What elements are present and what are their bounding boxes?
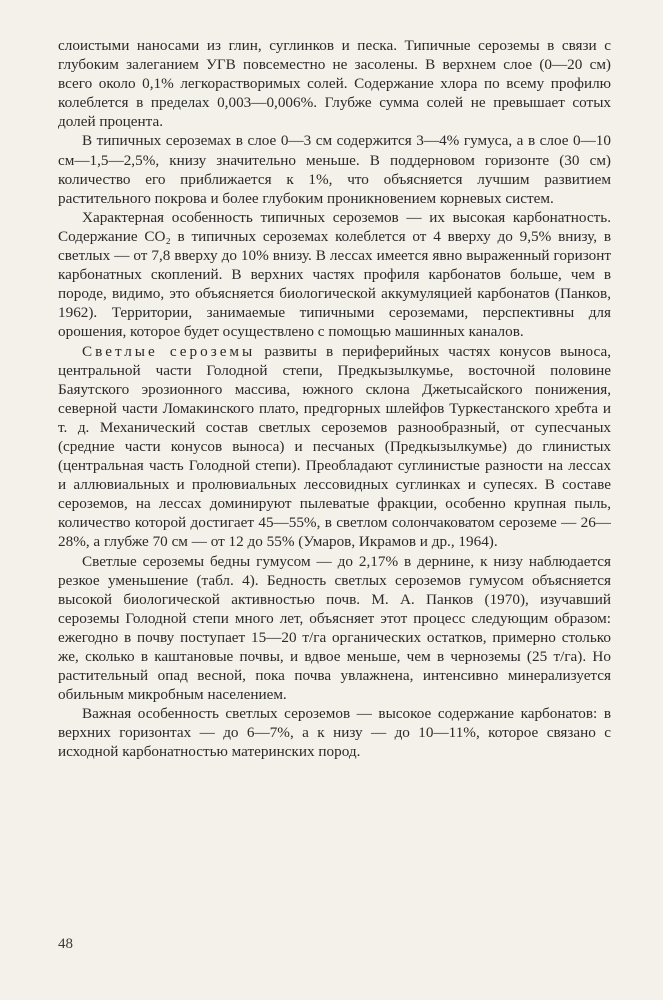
paragraph-4-text: развиты в периферийных частях конусов выноса, центральной части Голодной степи, Предкызылкумье, восточной половине Баяутского эрозионного массива, южного склона Джетысайского понижения, северной части Ломакинского плато, предгорных шлейфов Туркестанского хребта и т. д. Механический состав светлых сероземов разнообразный, от супесчаных (средние части конусов выноса) и песчаных (Предкызылкумье) до глинистых (центральная часть Голодной степи). Преобладают суглинистые разности на лессах и аллювиальных и пролювиальных лессовидных суглинках и супесях. В составе сероземов, на лессах доминируют пылеватые фракции, особенно крупная пыль, количество которой достигает 45—55%, в светлом солончаковатом сероземе — 26—28%, а глубже 70 см — от 12 до 55% (Умаров, Икрамов и др., 1964). (58, 342, 611, 551)
paragraph-3: Характерная особенность типичных сероземов — их высокая карбонатность. Содержание CO₂ в типичных сероземах колеблется от 4 вверху до 9,5% внизу, в светлых — от 7,8 вверху до 10% внизу. В лессах имеется явно выраженный горизонт карбонатных скоплений. В верхних частях профиля карбонатов больше, чем в породе, видимо, это объясняется биологической аккумуляцией карбонатов (Панков, 1962). Территории, занимаемые типичными сероземами, перспективны для орошения, которое будет осуществлено с помощью машинных каналов. (58, 208, 611, 341)
paragraph-1: слоистыми наносами из глин, суглинков и песка. Типичные сероземы в связи с глубоким залеганием УГВ повсеместно не засолены. В верхнем слое (0—20 см) всего около 0,1% легкорастворимых солей. Содержание хлора по всему профилю колеблется в пределах 0,003—0,006%. Глубже сумма солей не превышает сотых долей процента. (58, 37, 611, 131)
paragraph-4-lead: Светлые сероземы (82, 342, 256, 360)
paragraph-6: Важная особенность светлых сероземов — высокое содержание карбонатов: в верхних горизонтах — до 6—7%, а к низу — до 10—11%, которое связано с исходной карбонатностью материнских пород. (58, 705, 611, 761)
paragraph-2: В типичных сероземах в слое 0—3 см содержится 3—4% гумуса, а в слое 0—10 см—1,5—2,5%, книзу значительно меньше. В поддерновом горизонте (30 см) количество его приближается к 1%, что объясняется лучшим развитием растительного покрова и более глубоким проникновением корневых систем. (58, 132, 611, 207)
paragraph-5: Светлые сероземы бедны гумусом — до 2,17% в дернине, к низу наблюдается резкое уменьшение (табл. 4). Бедность светлых сероземов гумусом объясняется высокой биологической активностью почв. М. А. Панков (1970), изучавший сероземы Голодной степи много лет, объясняет этот процесс следующим образом: ежегодно в почву поступает 15—20 т/га органических остатков, примерно столько же, сколько в каштановые почвы, и вдвое меньше, чем в черноземы (25 т/га). Но растительный опад весной, пока почва увлажнена, интенсивно минерализуется обильным микробным населением. (58, 552, 611, 704)
paragraph-4 (58, 342, 611, 552)
page-number: 48 (58, 936, 73, 952)
